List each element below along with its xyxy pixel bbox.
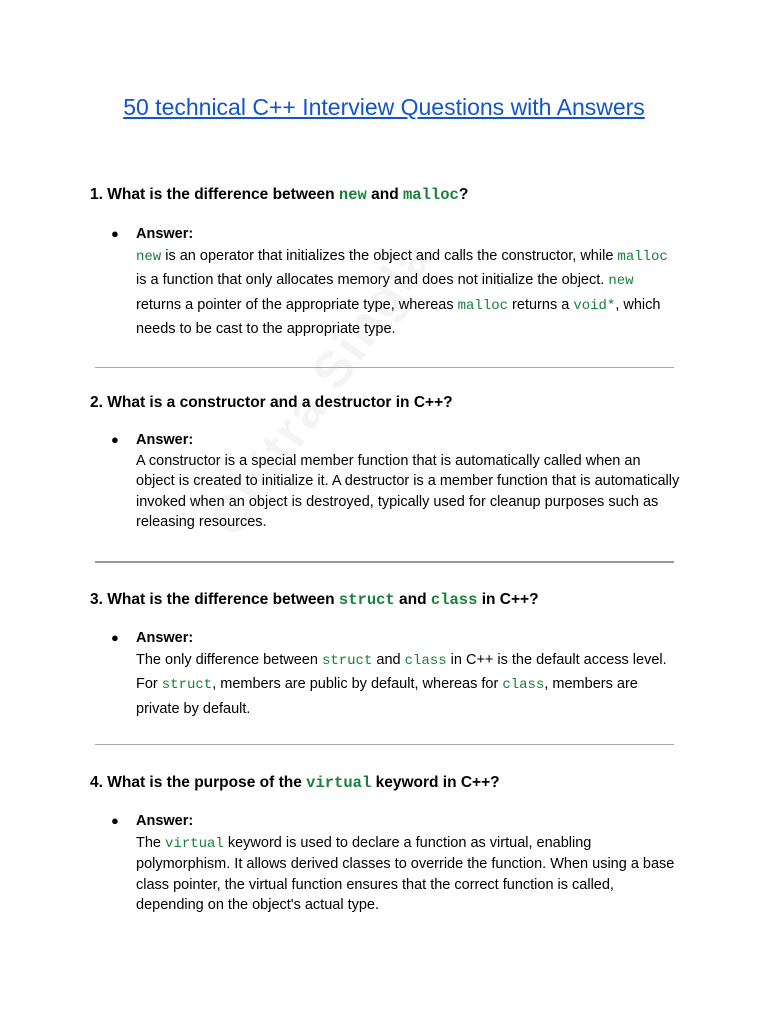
inline-code: new xyxy=(608,273,634,290)
question-3-text-end: in C++? xyxy=(477,591,539,608)
answer-label: Answer: xyxy=(136,432,194,448)
inline-code: new xyxy=(136,249,162,265)
question-1 xyxy=(90,184,468,206)
answer-text: returns a xyxy=(508,296,574,313)
answer-text: is a function that only allocates memory and does not initialize the object. xyxy=(136,272,609,289)
answer-3 xyxy=(136,649,681,721)
bullet-icon: ● xyxy=(111,630,119,645)
divider xyxy=(95,744,674,745)
bullet-icon: ● xyxy=(111,813,119,828)
answer-4 xyxy=(136,833,681,915)
question-4-code-virtual: virtual xyxy=(306,774,372,792)
answer-1 xyxy=(136,245,681,341)
answer-label: Answer: xyxy=(136,226,194,242)
question-3-code-class: class xyxy=(430,591,478,609)
divider xyxy=(95,367,674,368)
question-1-code-malloc: malloc xyxy=(403,186,459,204)
inline-code: malloc xyxy=(617,249,668,265)
answer-text: keyword is used to declare a function as virtual, enabling polymorphism. It allows derived classes to override the function. When using a base class pointer, the virtual function ensures that the correct function is called, depending on the object's actual type. xyxy=(136,835,675,913)
answer-label: Answer: xyxy=(136,630,194,646)
question-4-text-end: keyword in C++? xyxy=(371,774,500,791)
question-3 xyxy=(90,589,539,611)
question-1-text-mid: and xyxy=(366,186,403,203)
answer-2: A constructor is a special member function that is automatically called when an object is created to initialize it. A destructor is a member function that is automatically invoked when an object is destroyed, typically used for cleanup purposes such as releasing resources. xyxy=(136,453,680,530)
inline-code: class xyxy=(404,653,447,669)
question-2-text: 2. What is a constructor and a destructor in C++? xyxy=(90,394,453,411)
question-1-text-end: ? xyxy=(458,186,469,203)
document-title[interactable]: 50 technical C++ Interview Questions with Answers xyxy=(123,94,645,120)
answer-text: and xyxy=(372,652,405,668)
answer-text: , members are public by default, whereas for xyxy=(212,676,503,693)
inline-code: struct xyxy=(321,653,373,669)
inline-code: struct xyxy=(161,677,213,694)
question-3-text: 3. What is the difference between xyxy=(90,591,339,608)
answer-text: The xyxy=(136,835,166,851)
answer-text: The only difference between xyxy=(136,652,322,668)
answer-text: is an operator that initializes the object and calls the constructor, while xyxy=(161,248,618,264)
bullet-icon: ● xyxy=(111,226,119,241)
question-3-text-mid: and xyxy=(394,591,431,608)
answer-text: returns a pointer of the appropriate type, whereas xyxy=(136,296,458,313)
answer-text: , members are private by default. xyxy=(136,676,638,717)
question-1-text: 1. What is the difference between xyxy=(90,186,339,203)
inline-code: malloc xyxy=(457,297,509,314)
question-2 xyxy=(90,392,453,414)
inline-code: class xyxy=(502,677,545,694)
question-4-text: 4. What is the purpose of the xyxy=(90,774,307,791)
answer-label: Answer: xyxy=(136,813,194,829)
answer-text: in C++ is the default access level. For xyxy=(136,652,667,693)
question-4 xyxy=(90,772,500,794)
question-3-code-struct: struct xyxy=(338,591,395,609)
inline-code: void* xyxy=(573,297,616,314)
question-1-code-new: new xyxy=(338,186,367,204)
inline-code: virtual xyxy=(165,836,224,852)
answer-text: , which needs to be cast to the appropriate type. xyxy=(136,296,661,337)
divider xyxy=(95,561,674,563)
bullet-icon: ● xyxy=(111,432,119,447)
